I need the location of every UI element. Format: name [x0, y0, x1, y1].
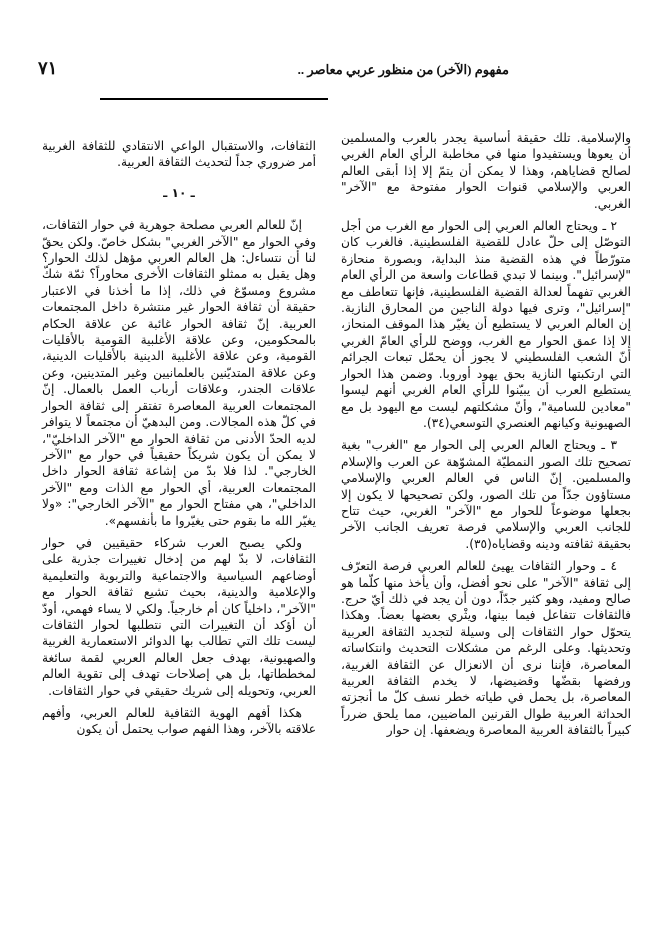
paragraph: ٣ ـ ويحتاج العالم العربي إلى الحوار مع "الغرب" بغية تصحيح تلك الصور النمطيّة المشوّهة عن العرب والإسلام والمسلمين. إنّ الناس في العالم العربي والإسلامي مستاؤون جدّاً من تلك الصور، ولكن تصحيحها لا يكون إلا بجعلها موضوعاً للحوار مع "الآخر" الغربي، حيث تتاح للجانب العربي والإسلامي فرصة تعريف الجانب الآخر بحقيقة ثقافته ودينه وقضاياه(٣٥). — [341, 438, 631, 551]
left-column — [42, 138, 316, 744]
paragraph: إنّ للعالم العربي مصلحة جوهرية في حوار الثقافات، وفي الحوار مع "الآخر الغربي" بشكل خاصّ. ولكن يحقّ لنا أن نتساءل: هل العالم العربي مؤهل لذلك الحوار؟ وهل يقبل به ممثلو الثقافات الأخرى محاوراً؟ ثمّة شكّ مشروع ومسوّغ في ذلك، إذا ما أخذنا في الاعتبار حقيقة أن ثقافة الحوار غير منتشرة داخل المجتمعات العربية. إنّ ثقافة الحوار غائبة عن علاقة الحكام بالمحكومين، وعن علاقة الأغلبية القومية بالأقليات القومية، وعن علاقة الأغلبية الدينية بالأقليات الدينية، وعن علاقة المتديّنين بالعلمانيين وغير المتدينين، وعن علاقات الجندر، وعلاقات أرباب العمل بالعمال. إنّ المجتمعات العربية المعاصرة تفتقر إلى ثقافة الحوار في كلّ هذه المجالات. ومن البدهيّ أن مجتمعاً لا يتوافر لديه الحدّ الأدنى من ثقافة الحوار مع "الآخر الداخليّ"، لا يمكن أن يكون شريكاً حقيقياً في حوار مع "الآخر الخارجي". لذا فلا بدّ من إشاعة ثقافة الحوار داخل المجتمعات العربية، أي الحوار مع الذات ومع "الآخر الداخلي"، هي مفتاح الحوار مع "الآخر الخارجي": «ولا يغيّر الله ما بقوم حتى يغيّروا ما بأنفسهم». — [42, 218, 316, 528]
page-number: ٧١ — [38, 58, 58, 78]
section-marker: ـ ١٠ ـ — [163, 185, 195, 200]
paragraph: هكذا أفهم الهوية الثقافية للعالم العربي، وأفهم علاقته بالآخر، وهذا الفهم صواب يحتمل أن يكون — [42, 706, 316, 737]
paragraph: ولكي يصبح العرب شركاء حقيقيين في حوار الثقافات، لا بدّ لهم من إدخال تغييرات جذرية على أوضاعهم السياسية والاجتماعية والتربوية والتعليمية والإعلامية والدينية، بحيث تشيع ثقافة الحوار مع "الآخر"، داخلياً كان أم خارجياً. ولكي لا يساء فهمي، أودّ أن أؤكد أن التغييرات التي نتطلبها لحوار الثقافات ليست تلك التي تطالب بها الدوائر الاستعمارية الغربية والصهيونية، بهدف جعل العالم العربي لقمة سائغة لمخططاتها، بل هي إصلاحات تهدف إلى تقوية العالم العربي، وتحويله إلى شريك حقيقي في حوار الثقافات. — [42, 535, 316, 698]
header-rule — [100, 98, 328, 100]
paragraph: ٢ ـ ويحتاج العالم العربي إلى الحوار مع الغرب من أجل التوصّل إلى حلّ عادل للقضية الفلسطينية. فالغرب كان متورّطاً في هذه القضية منذ البداية، وبصورة منحازة "لإسرائيل". وبينما لا تبدي قطاعات واسعة من الرأي العام الغربي تفهماً لعدالة القضية الفلسطينية، فإنها تتعاطف مع "إسرائيل"، وترى فيها دولة الناجين من المحارق النازية. إن العالم العربي لا يستطيع أن يغيّر هذا الموقف المنحاز، إلا إذا عمق الحوار مع الغرب، ووضح للرأي العامّ الغربي أنّ الشعب الفلسطيني لا يجوز أن يحمّل تبعات الجرائم التي ارتكبتها النازية بحق يهود أوروبا. وضمن هذا الحوار يستطيع العرب أن يبيّنوا للرأي العام الغربي أنهم ليسوا "معادين للسامية"، وأنّ مشكلتهم ليست مع اليهود بل مع الصهيونية وكيانهم العنصري التوسعي(٣٤). — [341, 219, 631, 430]
paragraph: والإسلامية. تلك حقيقة أساسية يجدر بالعرب والمسلمين أن يعوها ويستفيدوا منها في مخاطبة الرأي العام الغربي لصالح قضاياهم، وهذا لا يمكن أن يتمّ إلا إذا أبقى العالم العربي والإسلامي قنوات الحوار مفتوحة مع "الآخر" الغربي. — [341, 131, 631, 211]
running-title: مفهوم (الآخر) من منظور عربي معاصر .. — [297, 62, 509, 77]
paragraph: الثقافات، والاستقبال الواعي الانتقادي للثقافة الغربية أمر ضروري جداً لتحديث الثقافة العربية. — [42, 139, 316, 170]
paragraph: ٤ ـ وحوار الثقافات يهيئ للعالم العربي فرصة التعرّف إلى ثقافة "الآخر" على نحو أفضل، وأن يأخذ منها كلّما هو صالح ومفيد، وهو كثير جدّاً، دون أن يجد في ذلك أيّ حرج. فالثقافات تتفاعل فيما بينها، ويثْري بعضها بعضاً. وهكذا يتحوّل حوار الثقافات إلى وسيلة لتجديد الثقافة العربية وتحديثها. وعلى الرغم من مشكلات التحديث وانتكاساته المعاصرة، فإننا نرى أن الانعزال عن الثقافة الغربية، ورفضها بقضّها وقضيضها، لا يخدم الثقافة العربية المعاصرة، بل يحمل في طياته خطر نسف كلّ ما أنجزته الحداثة العربية طوال القرنين الماضيين، مما يلحق ضرراً كبيراً بالثقافة العربية المعاصرة ويضعفها. إن حوار — [341, 559, 631, 738]
right-column — [341, 130, 631, 745]
